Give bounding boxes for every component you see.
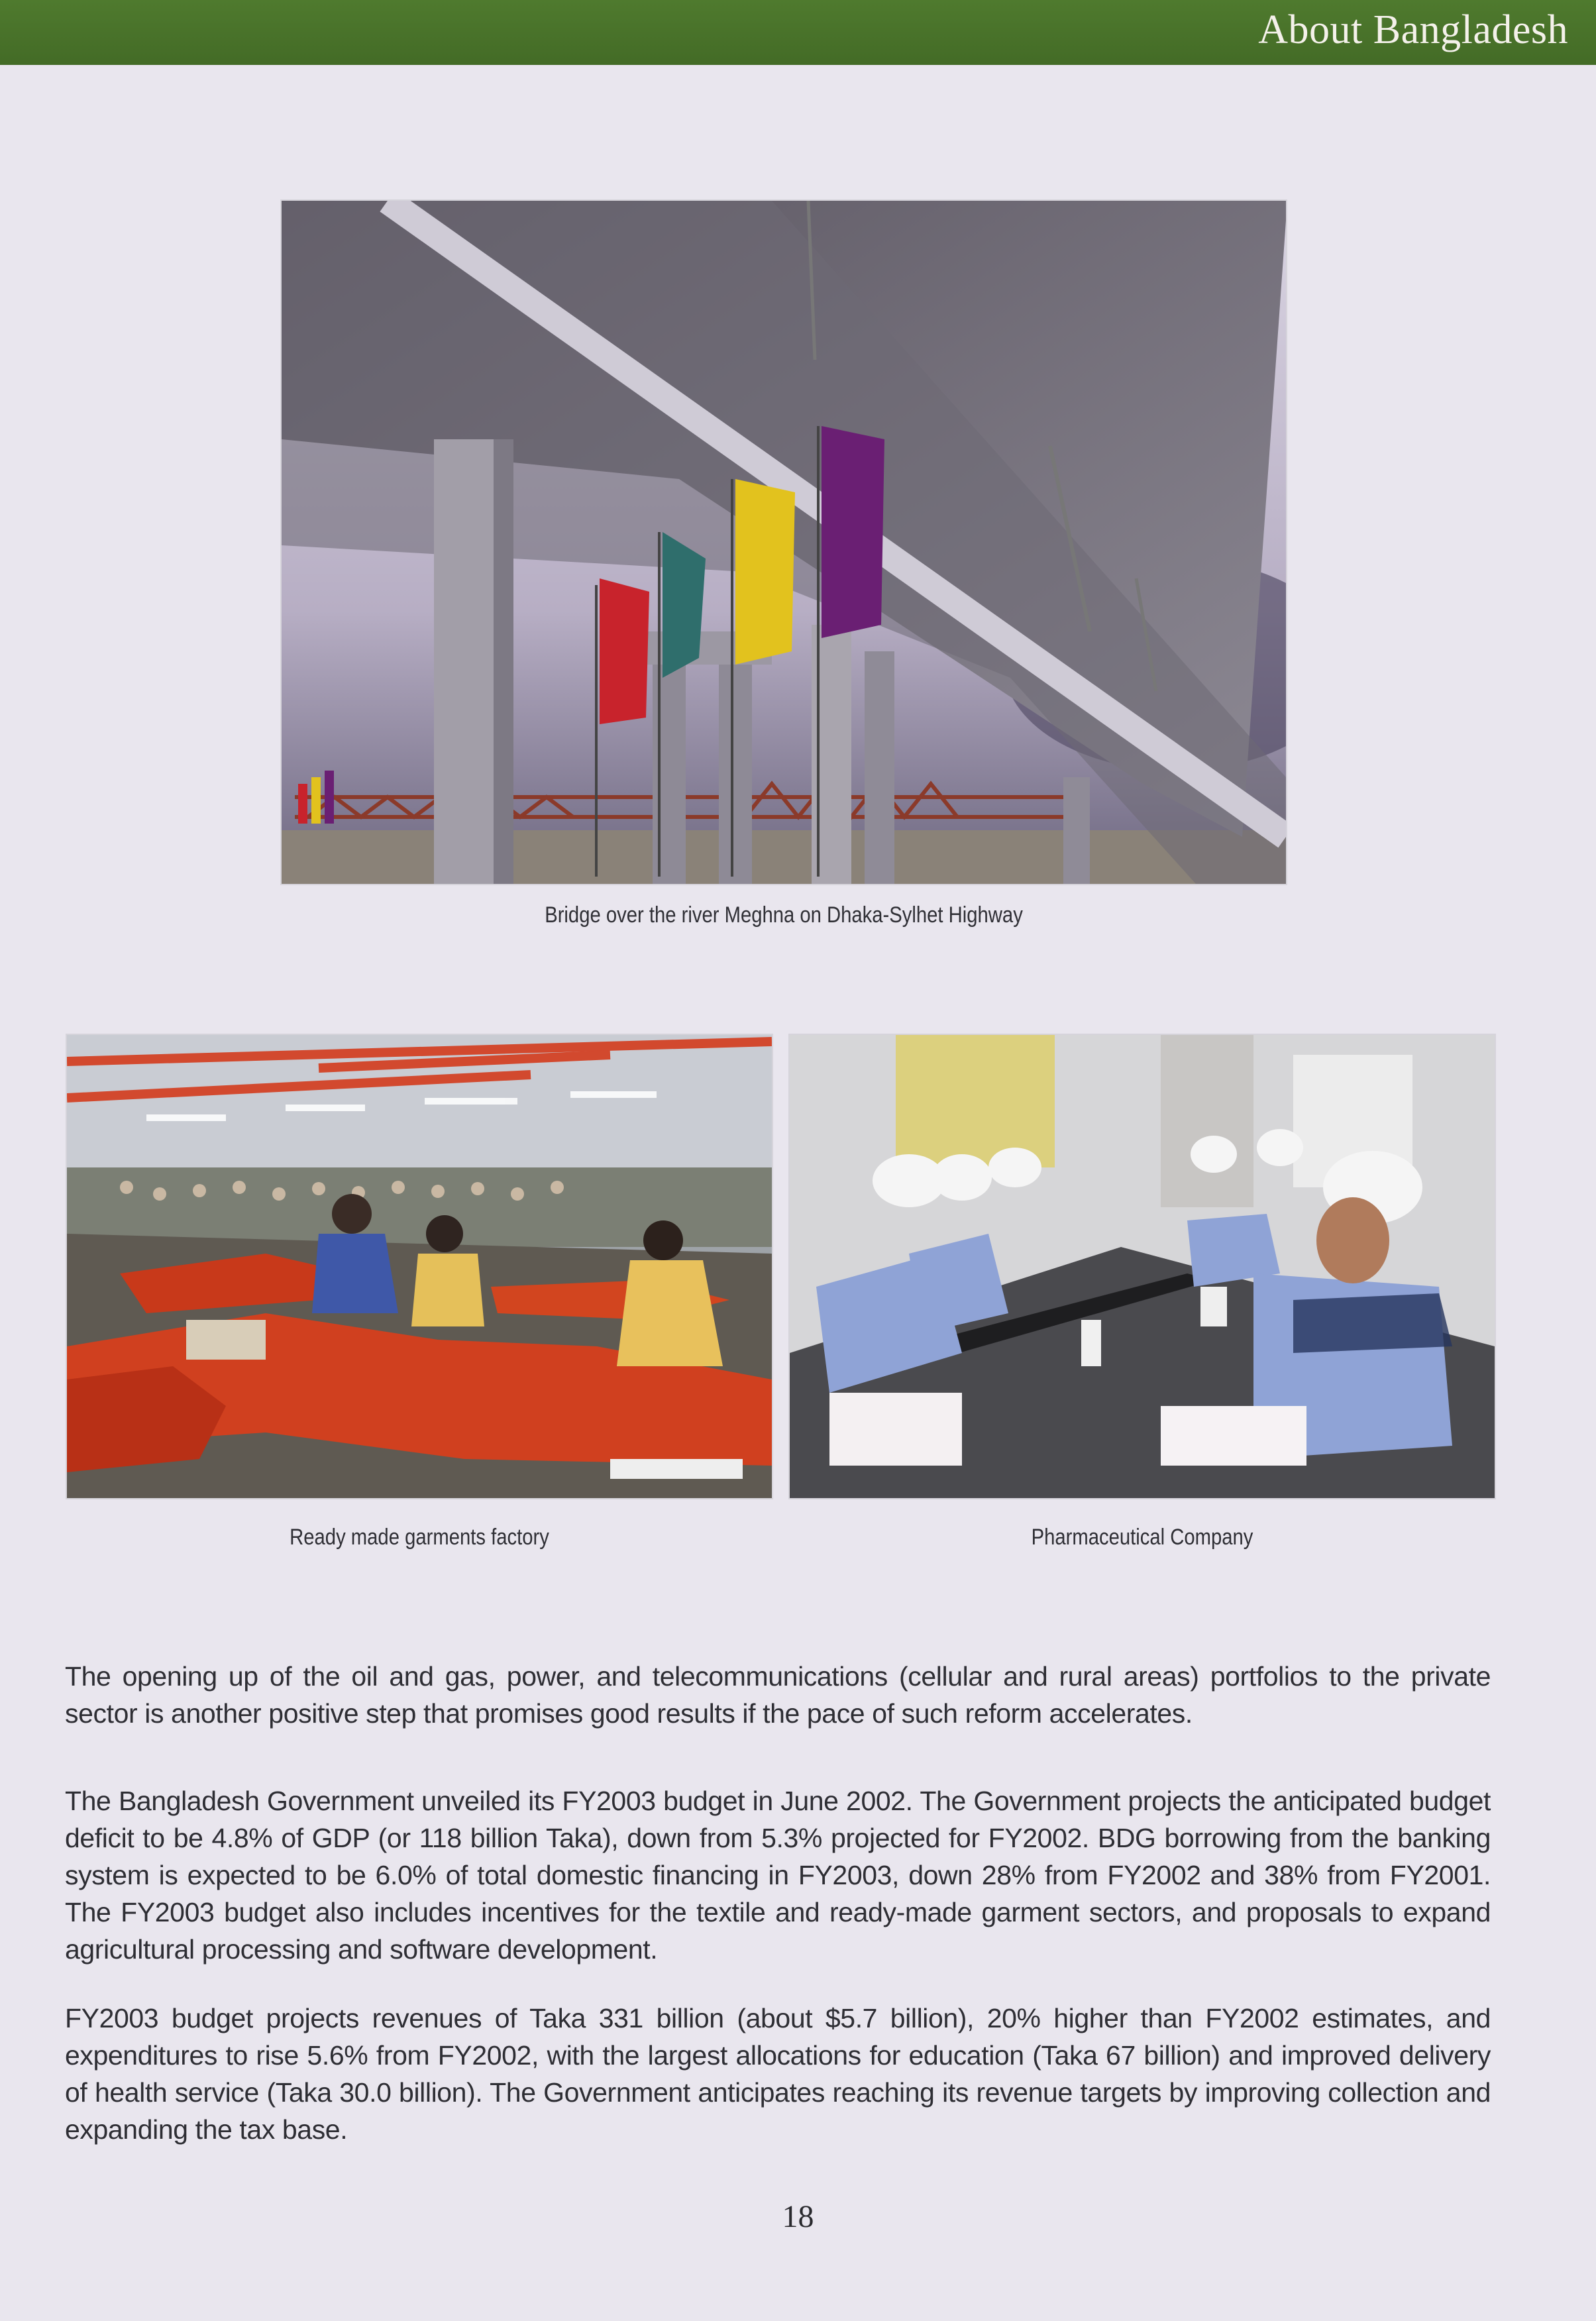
paragraph-budget-fy2003: The Bangladesh Government unveiled its FY2003 budget in June 2002. The Government projects the anticipated budget deficit to be 4.8% of GDP (or 118 billion Taka), down from 5.3% projected for FY2002. BDG borrowing from the banking system is expected to be 6.0% of total domestic financing in FY2003, down 28% from FY2002 and 38% from FY2001. The FY2003 budget also includes incentives for the textile and ready-made garment sectors, and proposals to expand agricultural processing and software development. — [65, 1786, 1491, 1965]
page-number: 18 — [782, 2199, 814, 2234]
paragraph-revenue-projection: FY2003 budget projects revenues of Taka 331 billion (about $5.7 billion), 20% higher than FY2002 estimates, and expenditures to rise 5.6% from FY2002, with the largest allocations for education (Taka 67 billion) and improved delivery of health service (Taka 30.0 billion). The Government anticipates reaching its revenue targets by improving collection and expanding the tax base. — [65, 2003, 1491, 2145]
garments-photo — [67, 1035, 772, 1498]
bridge-caption: Bridge over the river Meghna on Dhaka-Sylhet Highway — [545, 902, 1023, 928]
garments-caption: Ready made garments factory — [290, 1525, 549, 1550]
header-band — [0, 0, 1596, 65]
section-title: About Bangladesh — [1258, 7, 1568, 52]
pharmaceutical-photo — [790, 1035, 1495, 1498]
paragraph-private-sector: The opening up of the oil and gas, power, and telecommunications (cellular and rural areas) portfolios to the private sector is another positive step that promises good results if the pace of such reform accelerates. — [65, 1661, 1491, 1729]
bridge-photo — [282, 201, 1286, 884]
pharmaceutical-caption: Pharmaceutical Company — [1031, 1525, 1253, 1550]
